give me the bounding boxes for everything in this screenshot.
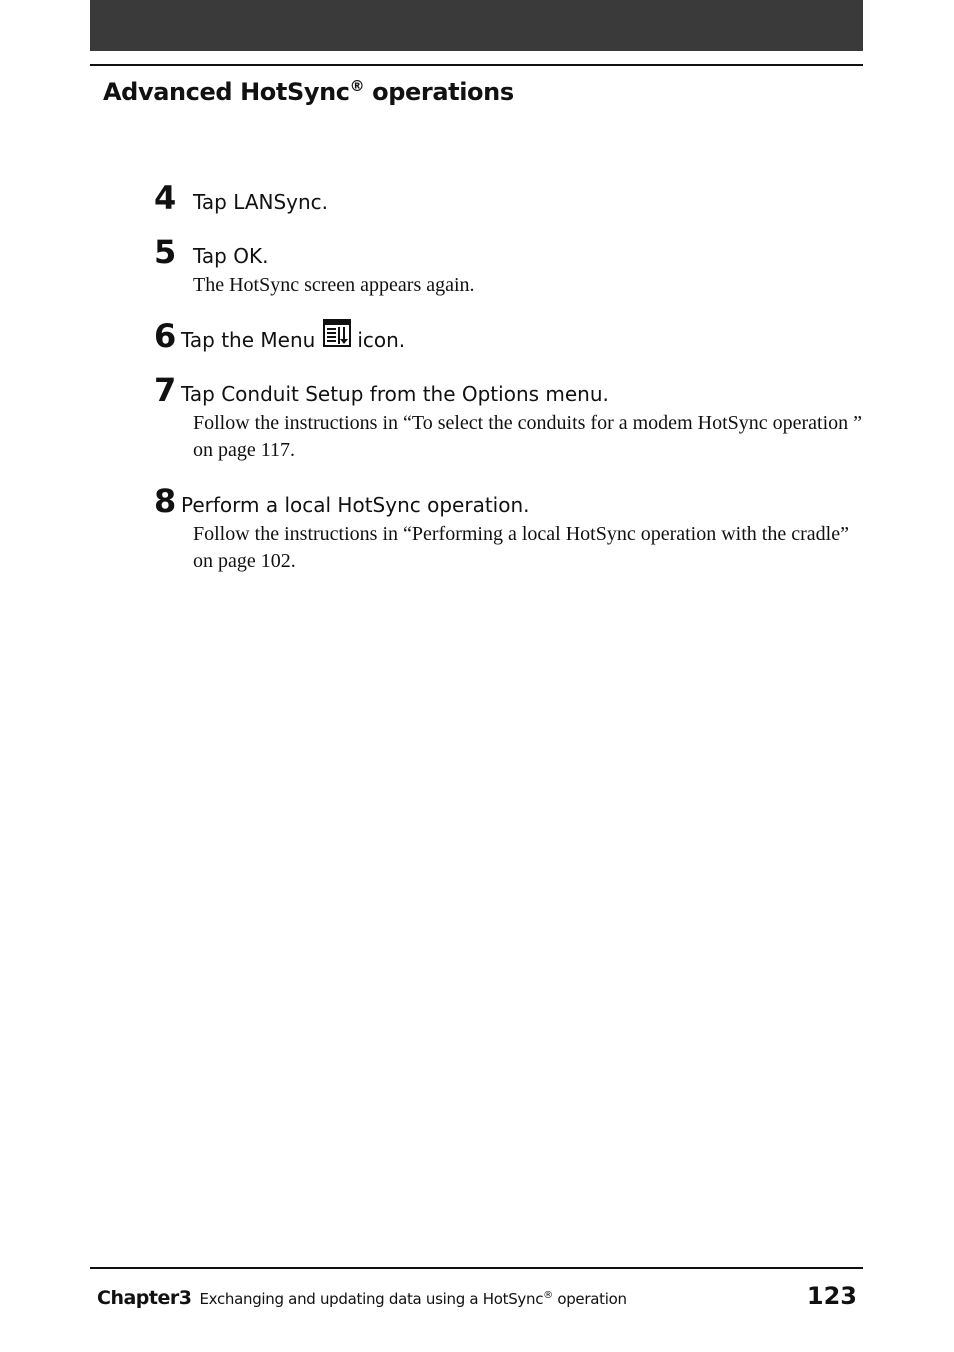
footer-rule — [90, 1267, 863, 1269]
step-instruction: Tap LANSync. — [193, 190, 329, 214]
header-bar — [90, 0, 863, 51]
step-8 — [154, 483, 864, 575]
step-instruction: Tap OK. — [193, 244, 269, 268]
header-rule — [90, 64, 863, 66]
step-number: 7 — [154, 371, 177, 409]
step-instruction: Perform a local HotSync operation. — [181, 493, 530, 517]
registered-mark: ® — [349, 77, 365, 95]
step-number: 6 — [154, 317, 177, 355]
step-instruction-end: icon. — [357, 328, 406, 352]
step-number: 5 — [154, 233, 177, 271]
step-note: The HotSync screen appears again. — [193, 274, 475, 296]
step-7 — [154, 372, 864, 464]
step-note: Follow the instructions in “Performing a local HotSync operation with the cradle” on page 102. — [193, 523, 849, 572]
section-title: Advanced HotSync® operations — [103, 77, 514, 106]
step-5 — [154, 234, 864, 299]
page-number: 123 — [806, 1282, 857, 1310]
step-6 — [154, 318, 864, 358]
footer-description: Exchanging and updating data using a HotSync® operation — [199, 1290, 627, 1308]
step-instruction: Tap the Menu — [181, 328, 316, 352]
footer-chapter: Chapter3 — [97, 1287, 192, 1309]
step-instruction: Tap Conduit Setup from the Options menu. — [181, 382, 609, 406]
step-number: 8 — [154, 482, 177, 520]
page-footer — [97, 1282, 857, 1314]
menu-icon — [323, 319, 351, 347]
step-number: 4 — [154, 179, 177, 217]
step-note: Follow the instructions in “To select the conduits for a modem HotSync operation ” on page 117. — [193, 412, 863, 461]
step-4 — [154, 180, 864, 220]
registered-mark: ® — [543, 1290, 553, 1301]
